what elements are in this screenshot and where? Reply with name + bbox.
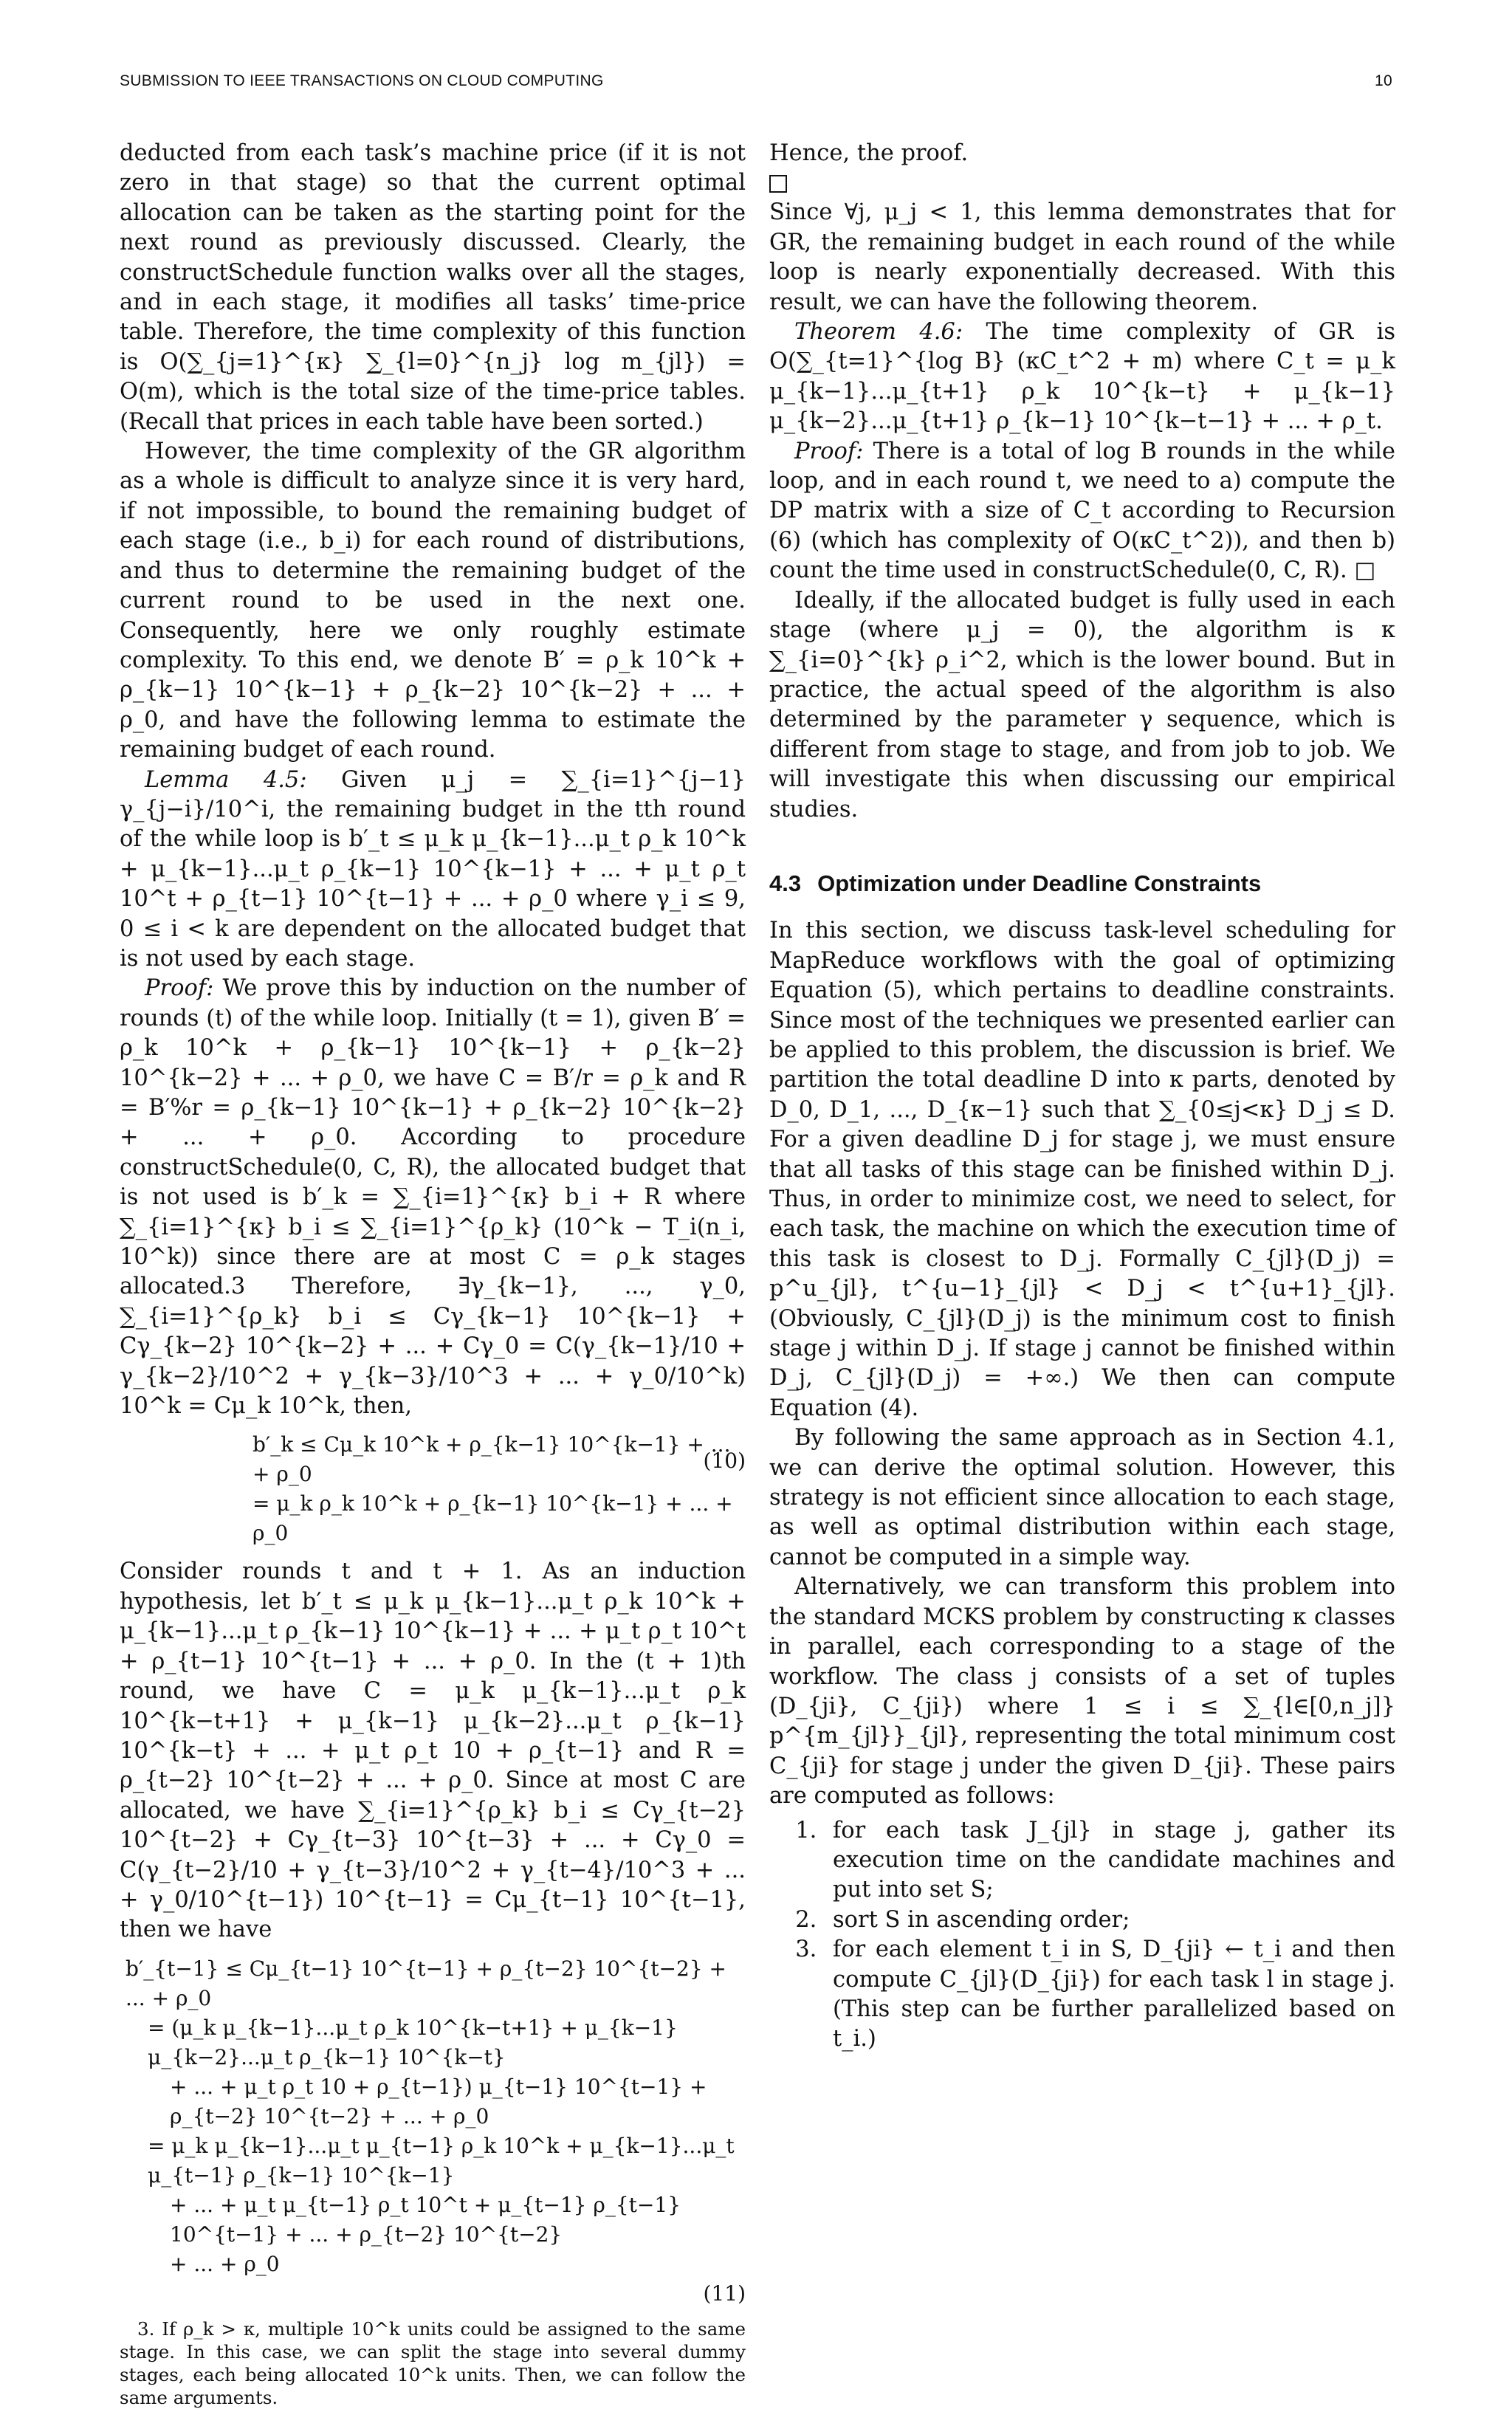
section-heading [769,869,1395,898]
equation-line: = (μ_k μ_{k−1}...μ_t ρ_k 10^{k−t+1} + μ_{k−1} μ_{k−2}...μ_t ρ_{k−1} 10^{k−t} [148,2015,678,2069]
step-list [769,1816,1395,2055]
paragraph: Ideally, if the allocated budget is fully used in each stage (where μ_j = 0), the algorithm is κ ∑_{i=0}^{k} ρ_i^2, which is the lower bound. But in practice, the actual speed of the algorithm is also determined by the parameter γ sequence, which is different from stage to stage, and from job to job. We will investigate this when discussing our empirical studies. [769,587,1395,822]
paragraph: Hence, the proof. [769,140,969,166]
equation-line: b′_k ≤ Cμ_k 10^k + ρ_{k−1} 10^{k−1} + ... + ρ_0 [252,1432,731,1487]
theorem-label: Theorem 4.6: [794,319,963,346]
section-number: 4.3 [769,870,802,896]
equation-line: + ... + μ_t ρ_t 10 + ρ_{t−1}) μ_{t−1} 10^{t−1} + ρ_{t−2} 10^{t−2} + ... + ρ_0 [170,2074,707,2128]
list-item: 3. for each element t_i in S, D_{ji} ← t_i and then compute C_{jl}(D_{ji}) for each task l in stage j. (This step can be further parallelized based on t_i.) [824,1935,1395,2055]
lemma-text: Given μ_j = ∑_{i=1}^{j−1} γ_{j−i}/10^i, the remaining budget in the tth round of the while loop is b′_t ≤ μ_k μ_{k−1}...μ_t ρ_k 10^k + μ_{k−1}...μ_t ρ_{k−1} 10^{k−1} + ... + μ_t ρ_t 10^t + ρ_{t−1} 10^{t−1} + ... + ρ_0 where γ_i ≤ 9, 0 ≤ i < k are dependent on the allocated budget that is not used by each stage. [120,766,746,972]
proof-label: Proof: [145,975,214,1002]
theorem-text: The time complexity of GR is O(∑_{t=1}^{log B} (κC_t^2 + m) where C_t = μ_k μ_{k−1}...μ_{t+1} ρ_k 10^{k−t} + μ_{k−1} μ_{k−2}...μ_{t+1} ρ_{k−1} 10^{k−t−1} + ... + ρ_t. [769,319,1395,435]
page-number: 10 [1375,72,1392,89]
running-head [120,72,1392,94]
paragraph: Since ∀j, μ_j < 1, this lemma demonstrates that for GR, the remaining budget in each round of the while loop is nearly exponentially decreased. With this result, we can have the following theorem. [769,199,1395,315]
equation-10 [120,1430,746,1548]
lemma [120,766,746,975]
paragraph: deducted from each task’s machine price (if it is not zero in that stage) so that the current optimal allocation can be taken as the starting point for the next round as previously discussed. Clearly, the constructSchedule function walks over all the stages, and in each stage, it modifies all tasks’ time-price table. Therefore, the time complexity of this function is O(∑_{j=1}^{κ} ∑_{l=0}^{n_j} log m_{jl}) = O(m), which is the total size of the time-price tables. (Recall that prices in each table have been sorted.) [120,140,746,435]
footnote: 3. If ρ_k > κ, multiple 10^k units could be assigned to the same stage. In this case, we can split the stage into several dummy stages, each being allocated 10^k units. Then, we can follow the same arguments. [120,2317,746,2408]
paragraph: However, the time complexity of the GR algorithm as a whole is difficult to analyze since it is very hard, if not impossible, to bound the remaining budget of each stage (i.e., b_i) for each round of distributions, and thus to determine the remaining budget of the current round to be used in the next one. Consequently, here we only roughly estimate complexity. To this end, we denote B′ = ρ_k 10^k + ρ_{k−1} 10^{k−1} + ρ_{k−2} 10^{k−2} + ... + ρ_0, and have the following lemma to estimate the remaining budget of each round. [120,439,746,763]
qed-symbol [769,175,787,193]
theorem [769,317,1395,437]
journal-title: SUBMISSION TO IEEE TRANSACTIONS ON CLOUD COMPUTING [120,72,604,89]
paragraph: Alternatively, we can transform this problem into the standard MCKS problem by constructing κ classes in parallel, each corresponding to a stage of the workflow. The class j consists of a set of tuples (D_{ji}, C_{ji}) where 1 ≤ i ≤ ∑_{l∈[0,n_j]} p^{m_{jl}}_{jl}, representing the total minimum cost C_{ji} for stage j under the given D_{ji}. These pairs are computed as follows: [769,1574,1395,1810]
equation-number: (10) [703,1449,746,1474]
equation-11 [120,1954,746,2309]
equation-line: b′_{t−1} ≤ Cμ_{t−1} 10^{t−1} + ρ_{t−2} 10^{t−2} + ... + ρ_0 [126,1956,727,2010]
proof-label: Proof: [794,438,864,464]
proof-text: We prove this by induction on the number of rounds (t) of the while loop. Initially (t = 1), given B′ = ρ_k 10^k + ρ_{k−1} 10^{k−1} + ρ_{k−2} 10^{k−2} + ... + ρ_0, we have C = B′/r = ρ_k and R = B′%r = ρ_{k−1} 10^{k−1} + ρ_{k−2} 10^{k−2} + ... + ρ_0. According to procedure constructSchedule(0, C, R), the allocated budget that is not used is b′_k = ∑_{i=1}^{κ} b_i + R where ∑_{i=1}^{κ} b_i ≤ ∑_{i=1}^{ρ_k} (10^k − T_i(n_i, 10^k)) since there are at most C = ρ_k stages allocated.3 Therefore, ∃γ_{k−1}, ..., γ_0, ∑_{i=1}^{ρ_k} b_i ≤ Cγ_{k−1} 10^{k−1} + Cγ_{k−2} 10^{k−2} + ... + Cγ_0 = C(γ_{k−1}/10 + γ_{k−2}/10^2 + γ_{k−3}/10^3 + ... + γ_0/10^k) 10^k = Cμ_k 10^k, then, [120,975,746,1420]
proof [769,437,1395,586]
proof [120,974,746,1421]
paragraph: In this section, we discuss task-level scheduling for MapReduce workflows with the goal of optimizing Equation (5), which pertains to deadline constraints. Since most of the techniques we presented earlier can be applied to this problem, the discussion is brief. We partition the total deadline D into κ parts, denoted by D_0, D_1, ..., D_{κ−1} such that ∑_{0≤j<κ} D_j ≤ D. For a given deadline D_j for stage j, we must ensure that all tasks of this stage can be finished within D_j. Thus, in order to minimize cost, we need to select, for each task, the machine on which the execution time of this task is closest to D_j. Formally C_{jl}(D_j) = p^u_{jl}, t^{u−1}_{jl} < D_j < t^{u+1}_{jl}. (Obviously, C_{jl}(D_j) is the minimum cost to finish stage j within D_j. If stage j cannot be finished within D_j, C_{jl}(D_j) = +∞.) We then can compute Equation (4). [769,918,1395,1421]
equation-line: = μ_k ρ_k 10^k + ρ_{k−1} 10^{k−1} + ... + ρ_0 [252,1491,733,1546]
left-column [120,139,746,2409]
paragraph: By following the same approach as in Section 4.1, we can derive the optimal solution. However, this strategy is not efficient since allocation to each stage, as well as optimal distribution within each stage, cannot be computed in a simple way. [769,1425,1395,1570]
equation-number: (11) [703,2281,746,2306]
equation-line: + ... + ρ_0 [170,2251,280,2276]
paragraph: Consider rounds t and t + 1. As an induction hypothesis, let b′_t ≤ μ_k μ_{k−1}...μ_t ρ_k 10^k + μ_{k−1}...μ_t ρ_{k−1} 10^{k−1} + ... + μ_t ρ_t 10^t + ρ_{t−1} 10^{t−1} + ... + ρ_0. In the (t + 1)th round, we have C = μ_k μ_{k−1}...μ_t ρ_k 10^{k−t+1} + μ_{k−1} μ_{k−2}...μ_t ρ_{k−1} 10^{k−t} + ... + μ_t ρ_t 10 + ρ_{t−1} and R = ρ_{t−2} 10^{t−2} + ... + ρ_0. Since at most C are allocated, we have ∑_{i=1}^{ρ_k} b_i ≤ Cγ_{t−2} 10^{t−2} + Cγ_{t−3} 10^{t−3} + ... + Cγ_0 = C(γ_{t−2}/10 + γ_{t−3}/10^2 + γ_{t−4}/10^3 + ... + γ_0/10^{t−1}) 10^{t−1} = Cμ_{t−1} 10^{t−1}, then we have [120,1559,746,1943]
proof-text: There is a total of log B rounds in the while loop, and in each round t, we need to a) compute the DP matrix with a size of C_t according to Recursion (6) (which has complexity of O(κC_t^2)), and then b) count the time used in constructSchedule(0, C, R). □ [769,438,1395,584]
list-item: 2. sort S in ascending order; [824,1905,1395,1935]
list-item: 1. for each task J_{jl} in stage j, gather its execution time on the candidate machines and put into set S; [824,1816,1395,1905]
equation-line: + ... + μ_t μ_{t−1} ρ_t 10^t + μ_{t−1} ρ_{t−1} 10^{t−1} + ... + ρ_{t−2} 10^{t−2} [170,2192,681,2247]
qed-line [769,168,1395,198]
lemma-label: Lemma 4.5: [145,766,307,793]
right-column [769,139,1395,2055]
equation-line: = μ_k μ_{k−1}...μ_t μ_{t−1} ρ_k 10^k + μ_{k−1}...μ_t μ_{t−1} ρ_{k−1} 10^{k−1} [148,2133,735,2188]
section-title: Optimization under Deadline Constraints [817,870,1262,896]
